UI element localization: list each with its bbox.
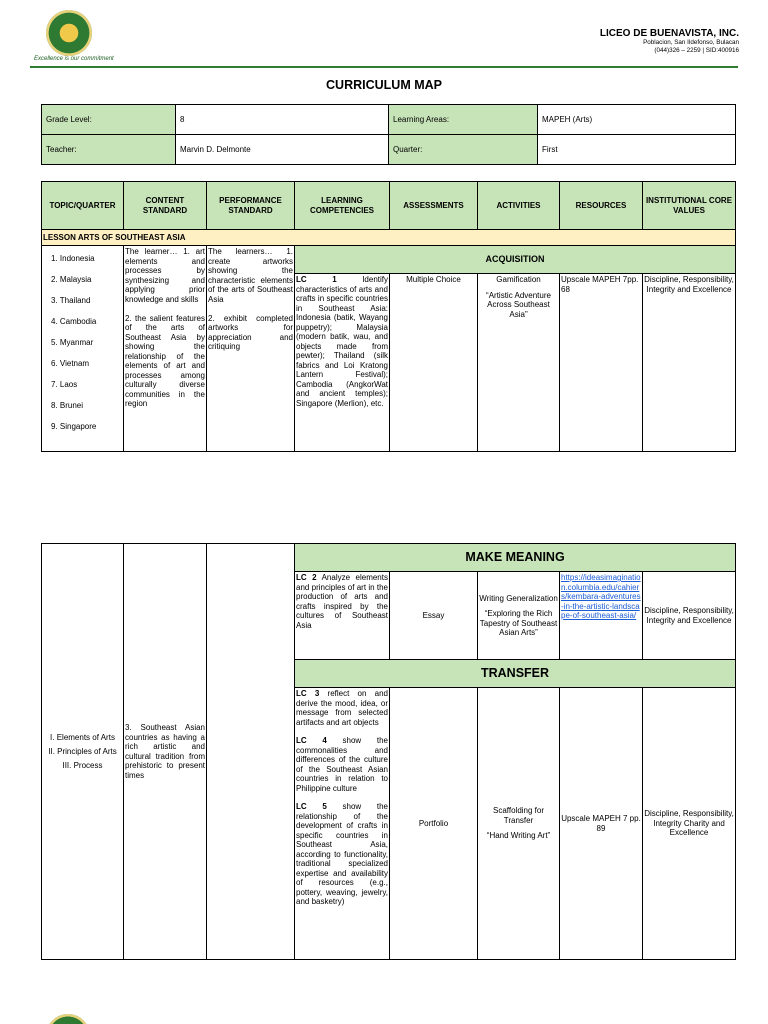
col-header: ACTIVITIES bbox=[478, 182, 560, 230]
country-item: 2. Malaysia bbox=[51, 275, 92, 284]
teacher-value: Marvin D. Delmonte bbox=[176, 135, 389, 165]
info-table bbox=[41, 104, 736, 165]
transfer-activity bbox=[478, 688, 560, 960]
country-item: 1. Indonesia bbox=[51, 254, 95, 263]
lc5-item bbox=[296, 802, 388, 907]
lc3-tag: LC 3 bbox=[296, 689, 320, 698]
lc1-tag: LC 1 bbox=[296, 275, 337, 284]
country-item: 5. Myanmar bbox=[51, 338, 94, 347]
curriculum-table-continued bbox=[41, 543, 736, 960]
acquisition-assessment: Multiple Choice bbox=[390, 274, 478, 452]
activity-name: Writing Generalization bbox=[479, 593, 558, 603]
activity-title: “Exploring the Rich Tapestry of Southeast Asian Arts” bbox=[479, 609, 558, 637]
transfer-assessment: Portfolio bbox=[390, 688, 478, 960]
lc5-text: show the relationship of the development of crafts in specific countries in Southeast Asia, according to functionality, traditional specialized expertise and availability of resources (e.g., pottery, weaving, jewelry, and basketry) bbox=[296, 802, 388, 906]
area-label: Learning Areas: bbox=[389, 105, 538, 135]
content-standard: The learner… 1. art elements and processes by synthesizing and applying prior knowledge and skills 2. the salient features of the arts of Southeast Asia by showing the relationship of the elements of art and processes among culturally diverse communities in the region bbox=[124, 246, 207, 452]
make-meaning-assessment: Essay bbox=[390, 572, 478, 660]
country-item: 8. Brunei bbox=[51, 401, 84, 410]
school-header bbox=[600, 28, 739, 55]
lc3-text: reflect on and derive the mood, idea, or message from selected artifacts and art objects bbox=[296, 689, 388, 727]
lc2-text: Analyze elements and principles of art in the production of arts and crafts inspired by the cultures of Southeast Asia bbox=[296, 573, 388, 630]
school-name: LICEO DE BUENAVISTA, INC. bbox=[599, 28, 739, 39]
country-item: 7. Laos bbox=[51, 380, 78, 389]
curriculum-table bbox=[41, 181, 736, 452]
lc2-cell bbox=[295, 572, 390, 660]
lc3-item bbox=[296, 689, 388, 727]
page-title: CURRICULUM MAP bbox=[326, 78, 442, 92]
transfer-values: Discipline, Responsibility, Integrity Charity and Excellence bbox=[643, 688, 736, 960]
topic-cell bbox=[42, 246, 124, 452]
school-logo-next-page bbox=[46, 1014, 90, 1024]
acquisition-resource: Upscale MAPEH 7pp. 68 bbox=[560, 274, 643, 452]
lc4-tag: LC 4 bbox=[296, 736, 327, 745]
lc3-5-cell bbox=[295, 688, 390, 960]
area-value: MAPEH (Arts) bbox=[538, 105, 736, 135]
country-item: 3. Thailand bbox=[51, 296, 91, 305]
grade-label: Grade Level: bbox=[42, 105, 176, 135]
col-header: INSTITUTIONAL CORE VALUES bbox=[643, 182, 736, 230]
teacher-label: Teacher: bbox=[42, 135, 176, 165]
quarter-value: First bbox=[538, 135, 736, 165]
acquisition-band: ACQUISITION bbox=[295, 246, 736, 274]
acquisition-activity bbox=[478, 274, 560, 452]
col-header: LEARNING COMPETENCIES bbox=[295, 182, 390, 230]
country-item: 9. Singapore bbox=[51, 422, 97, 431]
lc4-item bbox=[296, 736, 388, 793]
col-header: ASSESSMENTS bbox=[390, 182, 478, 230]
lesson-title: LESSON ARTS OF SOUTHEAST ASIA bbox=[42, 230, 736, 246]
transfer-band: TRANSFER bbox=[295, 660, 736, 688]
lc5-tag: LC 5 bbox=[296, 802, 327, 811]
school-logo bbox=[46, 10, 92, 56]
make-meaning-values: Discipline, Responsibility, Integrity and Excellence bbox=[643, 572, 736, 660]
country-item: 6. Vietnam bbox=[51, 359, 90, 368]
topics-cell: I. Elements of Arts II. Principles of Arts III. Process bbox=[42, 544, 124, 960]
activity-title: “Hand Writing Art” bbox=[486, 831, 551, 841]
activity-name: Scaffolding for Transfer bbox=[493, 806, 544, 825]
school-address: Poblacion, San Ildefonso, Bulacan bbox=[643, 39, 739, 46]
col-header: CONTENT STANDARD bbox=[124, 182, 207, 230]
performance-standard: The learners… 1. create artworks showing the characteristic elements of the arts of Southeast Asia 2. exhibit completed artworks for appreciation and critiquing bbox=[207, 246, 295, 452]
performance-standard-empty bbox=[207, 544, 295, 960]
country-item: 4. Cambodia bbox=[51, 317, 97, 326]
quarter-label: Quarter: bbox=[389, 135, 538, 165]
lc2-tag: LC 2 bbox=[296, 573, 317, 582]
make-meaning-resource bbox=[560, 572, 643, 660]
make-meaning-activity bbox=[478, 572, 560, 660]
col-header: PERFORMANCE STANDARD bbox=[207, 182, 295, 230]
header-divider bbox=[30, 66, 738, 68]
make-meaning-band: MAKE MEANING bbox=[295, 544, 736, 572]
lc1-cell bbox=[295, 274, 390, 452]
lc4-text: show the commonalities and differences of the culture of the Southeast Asian countries in relation to Philippine culture bbox=[296, 736, 388, 793]
grade-value: 8 bbox=[176, 105, 389, 135]
col-header: RESOURCES bbox=[560, 182, 643, 230]
resource-link[interactable]: https://ideasimagination.columbia.edu/cahiers/kembara-adventures-in-the-artistic-landscape-of-southeast-asia/ bbox=[561, 573, 641, 620]
activity-title: “Artistic Adventure Across Southeast Asia” bbox=[486, 290, 551, 319]
col-header: TOPIC/QUARTER bbox=[42, 182, 124, 230]
activity-name: Gamification bbox=[496, 275, 541, 284]
transfer-resource: Upscale MAPEH 7 pp. 89 bbox=[560, 688, 643, 960]
school-contact: (044)326 – 2259 | SID:400916 bbox=[654, 47, 739, 54]
acquisition-values: Discipline, Responsibility, Integrity and Excellence bbox=[643, 274, 736, 452]
school-motto: Excellence is our commitment bbox=[34, 56, 114, 62]
content-standard-3: 3. Southeast Asian countries as having a rich artistic and cultural tradition from prehistoric to present times bbox=[124, 544, 207, 960]
lc1-text: Identify characteristics of arts and crafts in specific countries in Southeast Asia: Indonesia (batik, Wayang puppetry); Malaysia (modern batik, wau, and objects made from pewter); Thailand (silk fabrics and Loi Kratong Lantern Festival); Cambodia (AngkorWat and ancient temples); Singapore (Merlion), etc. bbox=[296, 275, 388, 408]
